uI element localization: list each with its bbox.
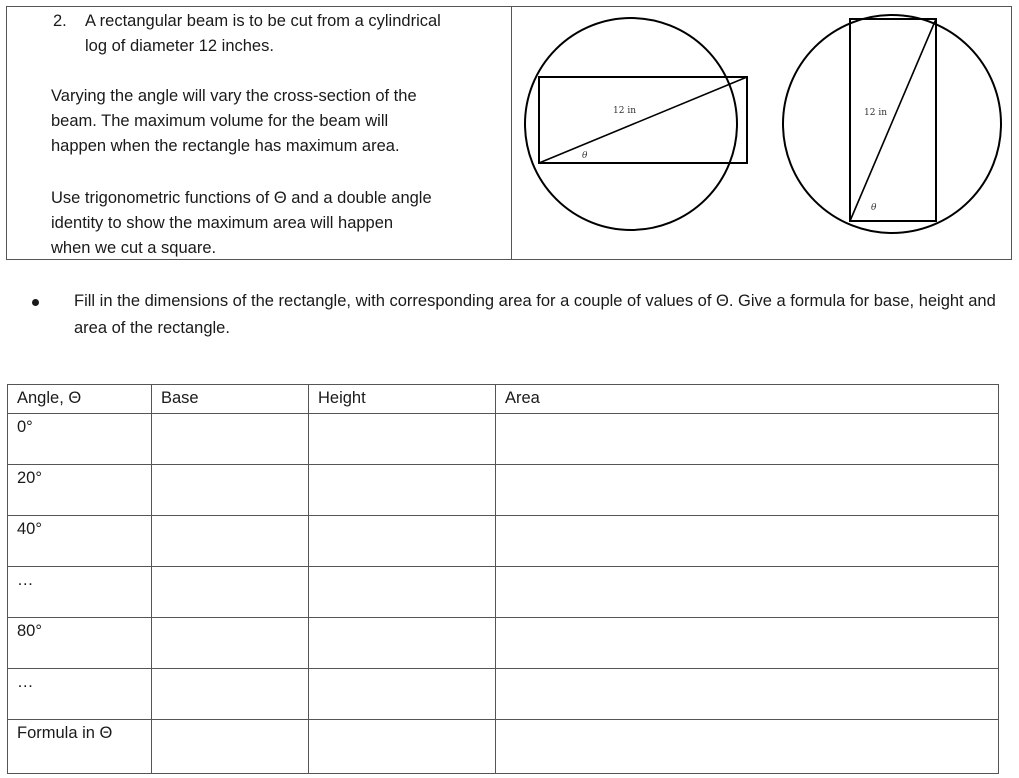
area-cell[interactable] <box>496 567 999 618</box>
paragraph-line: identity to show the maximum area will happen <box>51 214 394 232</box>
angle-label-right: θ <box>871 203 877 213</box>
problem-statement-line: log of diameter 12 inches. <box>85 37 274 55</box>
diagonal-right <box>850 19 936 221</box>
height-cell[interactable] <box>309 618 496 669</box>
area-cell[interactable] <box>496 669 999 720</box>
angle-cell: 20° <box>8 465 152 516</box>
paragraph-line: when we cut a square. <box>51 239 217 257</box>
height-formula-cell[interactable] <box>309 720 496 774</box>
log-circle-left <box>525 18 737 230</box>
base-cell[interactable] <box>152 669 309 720</box>
formula-label-cell: Formula in Θ <box>8 720 152 774</box>
angle-cell: 40° <box>8 516 152 567</box>
problem-number: 2. <box>53 12 67 30</box>
area-formula-cell[interactable] <box>496 720 999 774</box>
figures-svg <box>512 7 1012 259</box>
area-cell[interactable] <box>496 465 999 516</box>
header-base: Base <box>152 385 309 414</box>
angle-label-left: θ <box>582 151 588 161</box>
table-row-formula <box>8 720 999 774</box>
diagonal-left <box>539 77 747 163</box>
table-row <box>8 618 999 669</box>
base-cell[interactable] <box>152 618 309 669</box>
height-cell[interactable] <box>309 465 496 516</box>
table-row <box>8 414 999 465</box>
base-cell[interactable] <box>152 414 309 465</box>
header-height: Height <box>309 385 496 414</box>
height-cell[interactable] <box>309 669 496 720</box>
height-cell[interactable] <box>309 567 496 618</box>
table-row <box>8 669 999 720</box>
base-cell[interactable] <box>152 516 309 567</box>
table-row <box>8 567 999 618</box>
log-cross-section-figures <box>512 7 1012 259</box>
problem-box <box>6 6 1012 260</box>
area-cell[interactable] <box>496 516 999 567</box>
angle-cell: … <box>8 567 152 618</box>
header-angle: Angle, Θ <box>8 385 152 414</box>
table-header-row <box>8 385 999 414</box>
wide-beam-figure <box>525 18 747 230</box>
header-area: Area <box>496 385 999 414</box>
area-cell[interactable] <box>496 618 999 669</box>
problem-statement-line: A rectangular beam is to be cut from a cylindrical <box>85 12 441 30</box>
area-cell[interactable] <box>496 414 999 465</box>
table-row <box>8 516 999 567</box>
diagonal-label-left: 12 in <box>613 106 636 116</box>
base-formula-cell[interactable] <box>152 720 309 774</box>
base-cell[interactable] <box>152 465 309 516</box>
paragraph-line: happen when the rectangle has maximum area. <box>51 137 400 155</box>
tall-beam-figure <box>783 15 1001 233</box>
dimensions-table <box>7 384 999 774</box>
bullet-icon <box>32 299 39 306</box>
problem-text <box>7 7 507 259</box>
base-cell[interactable] <box>152 567 309 618</box>
instruction-text: Fill in the dimensions of the rectangle, with corresponding area for a couple of values of Θ. Give a formula for base, height and area of the rectangle. <box>74 292 996 337</box>
height-cell[interactable] <box>309 414 496 465</box>
angle-cell: 0° <box>8 414 152 465</box>
height-cell[interactable] <box>309 516 496 567</box>
paragraph-line: Varying the angle will vary the cross-section of the <box>51 87 417 105</box>
angle-cell: … <box>8 669 152 720</box>
table-row <box>8 465 999 516</box>
diagonal-label-right: 12 in <box>864 108 887 118</box>
paragraph-line: beam. The maximum volume for the beam will <box>51 112 389 130</box>
angle-cell: 80° <box>8 618 152 669</box>
paragraph-line: Use trigonometric functions of Θ and a double angle <box>51 189 432 207</box>
